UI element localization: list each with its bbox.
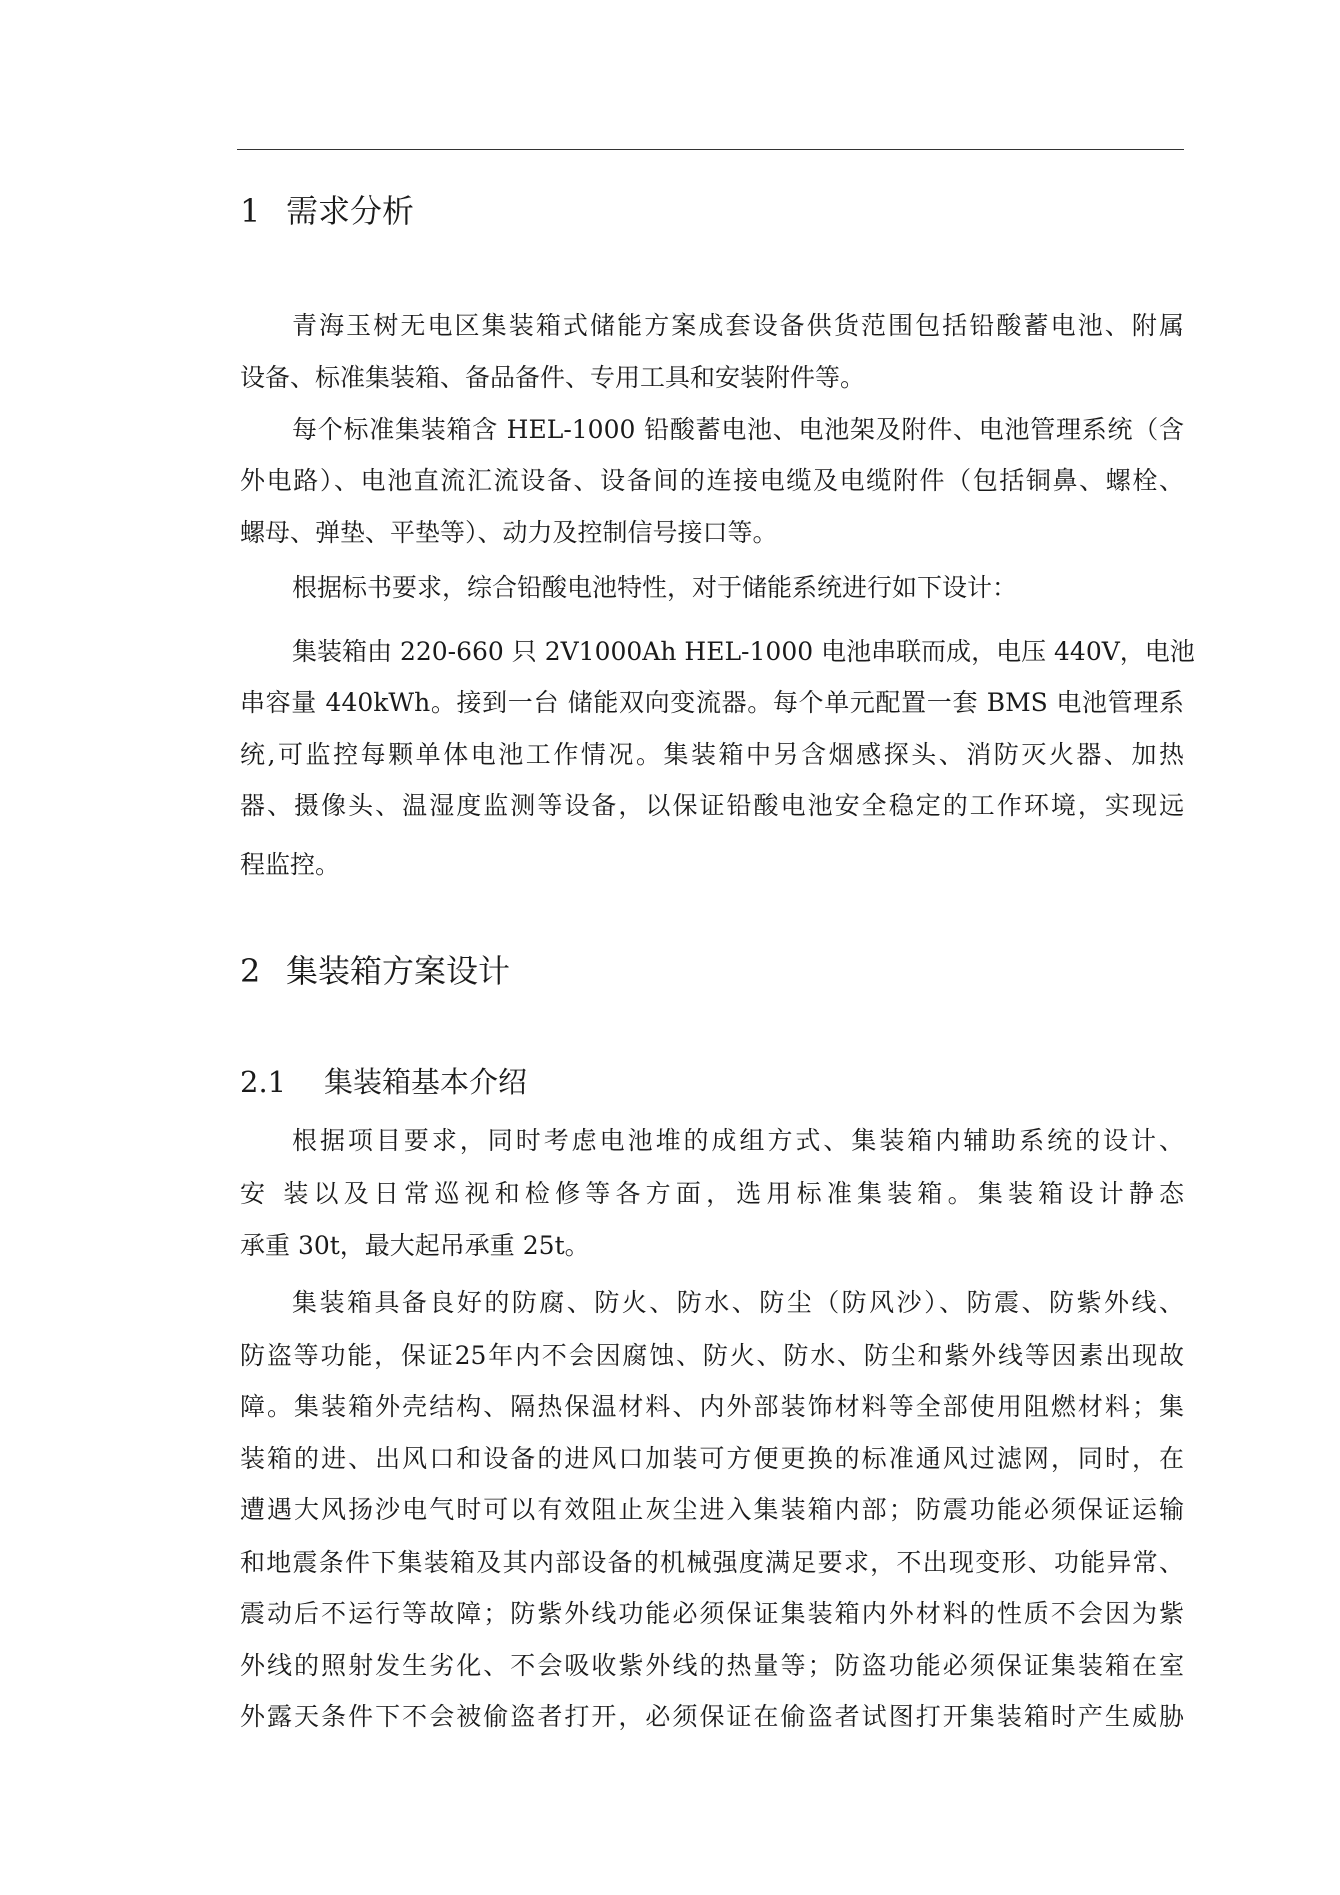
section-number: 2: [240, 952, 261, 990]
paragraph-line: 集装箱具备良好的防腐、防火、防水、防尘（防风沙）、防震、防紫外线、: [292, 1288, 1184, 1317]
subsection-heading-2-1: [240, 1063, 527, 1101]
paragraph-line: 程监控。: [240, 850, 341, 879]
paragraph-line: 串容量 440kWh。接到一台 储能双向变流器。每个单元配置一套 BMS 电池管理系: [240, 688, 1184, 717]
paragraph-line: 外线的照射发生劣化、不会吸收紫外线的热量等；防盗功能必须保证集装箱在室: [240, 1651, 1184, 1680]
section-title: 集装箱基本介绍: [324, 1065, 528, 1099]
paragraph-line: 统,可监控每颗单体电池工作情况。集装箱中另含烟感探头、消防灭火器、加热: [240, 740, 1184, 769]
paragraph-line: 遭遇大风扬沙电气时可以有效阻止灰尘进入集装箱内部；防震功能必须保证运输: [240, 1495, 1184, 1524]
section-title: 需求分析: [286, 192, 415, 230]
paragraph-line: 承重 30t，最大起吊承重 25t。: [240, 1231, 590, 1260]
paragraph-line: 障。集装箱外壳结构、隔热保温材料、内外部装饰材料等全部使用阻燃材料；集: [240, 1392, 1184, 1421]
paragraph-line: 震动后不运行等故障；防紫外线功能必须保证集装箱内外材料的性质不会因为紫: [240, 1599, 1184, 1628]
paragraph-line: 和地震条件下集装箱及其内部设备的机械强度满足要求，不出现变形、功能异常、: [240, 1548, 1184, 1577]
paragraph-line: 根据标书要求，综合铅酸电池特性，对于储能系统进行如下设计：: [292, 573, 1018, 602]
header-rule: [237, 149, 1184, 150]
section-number: 2.1: [240, 1065, 287, 1099]
paragraph-line: 青海玉树无电区集装箱式储能方案成套设备供货范围包括铅酸蓄电池、附属: [292, 311, 1184, 340]
paragraph-line: 集装箱由 220-660 只 2V1000Ah HEL-1000 电池串联而成，电压 440V，电池: [292, 637, 1195, 666]
paragraph-line: 器、摄像头、温湿度监测等设备，以保证铅酸电池安全稳定的工作环境，实现远: [240, 791, 1184, 820]
section-heading-1: [240, 191, 414, 231]
paragraph-line: 防盗等功能，保证25年内不会因腐蚀、防火、防水、防尘和紫外线等因素出现故: [240, 1341, 1184, 1370]
paragraph-line: 外电路）、电池直流汇流设备、设备间的连接电缆及电缆附件（包括铜鼻、螺栓、: [240, 466, 1184, 495]
paragraph-line: 螺母、弹垫、平垫等）、动力及控制信号接口等。: [240, 518, 778, 547]
paragraph-line: 装箱的进、出风口和设备的进风口加装可方便更换的标准通风过滤网，同时，在: [240, 1444, 1184, 1473]
paragraph-line: 外露天条件下不会被偷盗者打开，必须保证在偷盗者试图打开集装箱时产生威胁: [240, 1702, 1184, 1731]
section-title: 集装箱方案设计: [286, 952, 511, 990]
paragraph-line: 每个标准集装箱含 HEL-1000 铅酸蓄电池、电池架及附件、电池管理系统（含: [292, 415, 1184, 444]
paragraph-line: 根据项目要求，同时考虑电池堆的成组方式、集装箱内辅助系统的设计、: [292, 1126, 1184, 1155]
paragraph-line: 设备、标准集装箱、备品备件、专用工具和安装附件等。: [240, 363, 866, 392]
paragraph-line: 安 装以及日常巡视和检修等各方面，选用标准集装箱。集装箱设计静态: [240, 1179, 1184, 1208]
section-heading-2: [240, 951, 510, 991]
section-number: 1: [240, 192, 261, 230]
